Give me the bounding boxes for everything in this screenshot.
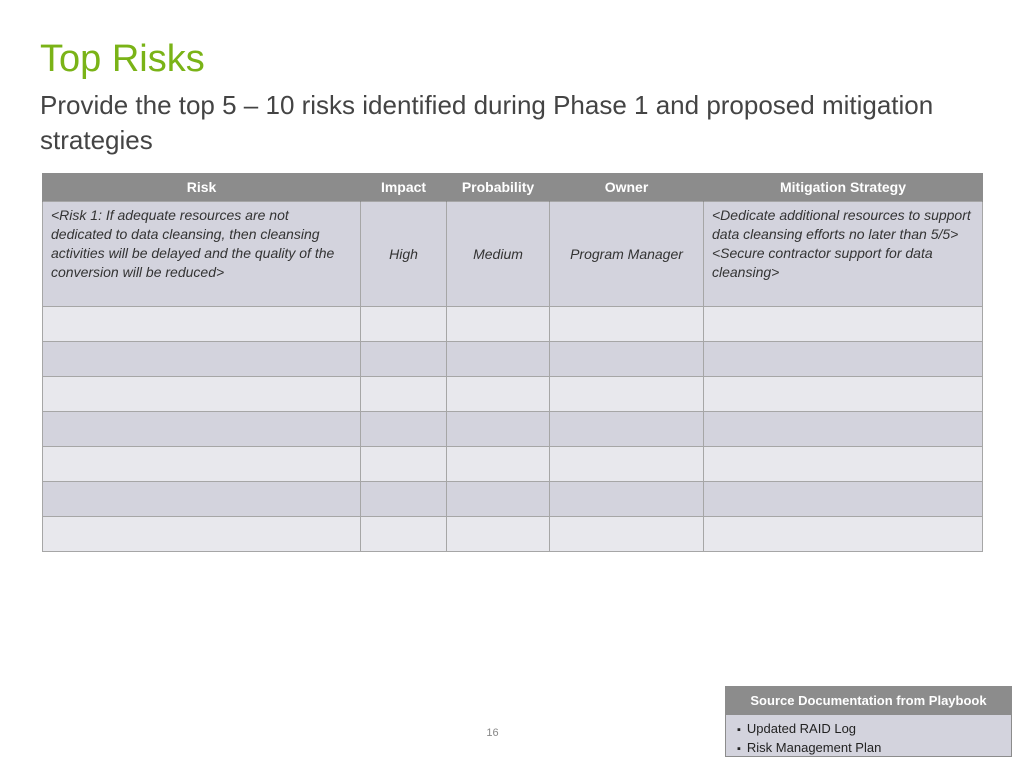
table-row xyxy=(43,482,983,517)
table-row xyxy=(43,342,983,377)
risk-cell[interactable] xyxy=(43,307,361,342)
probability-cell[interactable] xyxy=(447,447,550,482)
mitigation-cell[interactable] xyxy=(704,482,983,517)
impact-cell[interactable]: High xyxy=(361,202,447,307)
table-row xyxy=(43,377,983,412)
probability-cell[interactable] xyxy=(447,342,550,377)
column-header-owner: Owner xyxy=(550,173,704,202)
risk-cell[interactable]: <Risk 1: If adequate resources are not dedicated to data cleansing, then cleansing activities will be delayed and the quality of the conversion will be reduced> xyxy=(43,202,361,307)
column-header-impact: Impact xyxy=(361,173,447,202)
table-row xyxy=(43,202,983,307)
source-documentation-list xyxy=(726,715,1011,758)
impact-cell[interactable] xyxy=(361,517,447,552)
mitigation-cell[interactable] xyxy=(704,447,983,482)
risk-cell[interactable] xyxy=(43,517,361,552)
page-number: 16 xyxy=(486,727,499,739)
impact-cell[interactable] xyxy=(361,307,447,342)
probability-cell[interactable] xyxy=(447,307,550,342)
probability-cell[interactable] xyxy=(447,517,550,552)
impact-cell[interactable] xyxy=(361,412,447,447)
owner-cell[interactable] xyxy=(550,307,704,342)
probability-cell[interactable] xyxy=(447,482,550,517)
mitigation-cell[interactable] xyxy=(704,517,983,552)
table-row xyxy=(43,447,983,482)
owner-cell[interactable] xyxy=(550,342,704,377)
mitigation-item: <Secure contractor support for data cleansing> xyxy=(712,245,933,280)
list-item: ▪ Updated RAID Log xyxy=(737,720,1011,739)
owner-cell[interactable] xyxy=(550,517,704,552)
risk-cell[interactable] xyxy=(43,342,361,377)
table-header-row xyxy=(43,173,983,202)
probability-cell[interactable] xyxy=(447,412,550,447)
impact-cell[interactable] xyxy=(361,377,447,412)
owner-cell[interactable] xyxy=(550,447,704,482)
source-documentation-header: Source Documentation from Playbook xyxy=(726,687,1011,715)
mitigation-cell[interactable] xyxy=(704,412,983,447)
owner-cell[interactable] xyxy=(550,377,704,412)
mitigation-cell[interactable] xyxy=(704,307,983,342)
list-item: ▪ Risk Management Plan xyxy=(737,739,1011,758)
risk-cell[interactable] xyxy=(43,482,361,517)
impact-cell[interactable] xyxy=(361,482,447,517)
mitigation-cell[interactable] xyxy=(704,202,983,307)
risk-cell[interactable] xyxy=(43,447,361,482)
owner-cell[interactable] xyxy=(550,412,704,447)
owner-cell[interactable] xyxy=(550,482,704,517)
page-subtitle: Provide the top 5 – 10 risks identified during Phase 1 and proposed mitigation strategies xyxy=(40,90,934,155)
impact-cell[interactable] xyxy=(361,342,447,377)
table-row xyxy=(43,307,983,342)
impact-cell[interactable] xyxy=(361,447,447,482)
mitigation-cell[interactable] xyxy=(704,342,983,377)
mitigation-item: <Dedicate additional resources to support data cleansing efforts no later than 5/5> xyxy=(712,207,971,242)
probability-cell[interactable]: Medium xyxy=(447,202,550,307)
table-row xyxy=(43,412,983,447)
mitigation-cell[interactable] xyxy=(704,377,983,412)
column-header-probability: Probability xyxy=(447,173,550,202)
column-header-mitigation-strategy: Mitigation Strategy xyxy=(704,173,983,202)
owner-cell[interactable]: Program Manager xyxy=(550,202,704,307)
risk-cell[interactable] xyxy=(43,377,361,412)
table-row xyxy=(43,517,983,552)
risk-cell[interactable] xyxy=(43,412,361,447)
source-documentation-box xyxy=(725,686,1012,757)
probability-cell[interactable] xyxy=(447,377,550,412)
page-title: Top Risks xyxy=(40,38,205,80)
risks-table xyxy=(42,173,983,552)
column-header-risk: Risk xyxy=(43,173,361,202)
